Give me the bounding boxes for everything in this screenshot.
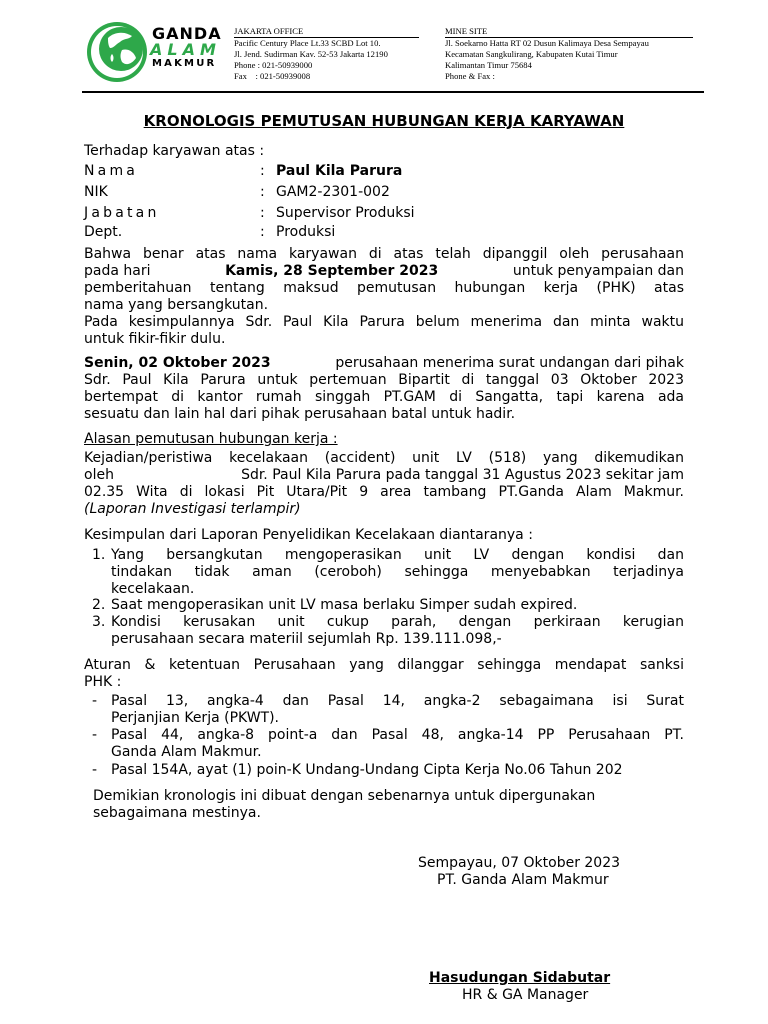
bullet: - (92, 762, 98, 778)
place-date: Sempayau, 07 Oktober 2023 (418, 855, 621, 871)
employee-dept-row (84, 224, 335, 241)
globe-icon (84, 18, 154, 86)
list-number: 3. (92, 614, 106, 630)
mine-address-line: Kecamatan Sangkulirang, Kabupaten Kutai Timur (445, 49, 618, 59)
bullet: - (92, 727, 98, 743)
mine-address-line: Jl. Soekarno Hatta RT 02 Dusun Kalimaya Desa Sempayau (445, 38, 649, 48)
text-segment: Sdr. Paul Kila Parura pada tanggal 31 Agustus 2023 sekitar jam (241, 467, 684, 483)
list-line: kecelakaan. (111, 581, 195, 597)
closing-paragraph (93, 788, 693, 822)
name-label: Nama (84, 163, 139, 179)
paragraph-line: bertempat di kantor rumah singgah PT.GAM di Sangatta, tapi karena ada (84, 389, 684, 405)
list-line: Perjanjian Kerja (PKWT). (111, 710, 279, 726)
jakarta-address-line: Jl. Jend. Sudirman Kav. 52-53 Jakarta 12190 (234, 49, 388, 59)
list-line: Kondisi kerusakan unit cukup parah, dengan perkiraan kerugian (111, 614, 684, 630)
jakarta-address-line: Pacific Century Place Lt.33 SCBD Lot 10. (234, 38, 381, 48)
list-number: 2. (92, 597, 106, 613)
list-line: perusahaan secara materiil sejumlah Rp. 139.111.098,- (111, 631, 502, 647)
colon: : (260, 184, 265, 200)
paragraph-summons (84, 246, 684, 348)
colon: : (260, 205, 265, 221)
paragraph-line: sebagaimana mestinya. (93, 805, 261, 821)
list-number: 1. (92, 547, 106, 563)
paragraph-line: Aturan & ketentuan Perusahaan yang dilanggar sehingga mendapat sanksi (84, 657, 684, 673)
paragraph-line: 02.35 Wita di lokasi Pit Utara/Pit 9 area tambang PT.Ganda Alam Makmur. (84, 484, 684, 500)
paragraph-line (84, 467, 684, 484)
paragraph-line: Pada kesimpulannya Sdr. Paul Kila Parura belum menerima dan minta waktu (84, 314, 684, 330)
employee-position-row (84, 205, 415, 222)
colon: : (260, 163, 265, 179)
paragraph-line: Demikian kronologis ini dibuat dengan sebenarnya untuk dipergunakan (93, 788, 596, 804)
list-line: tindakan tidak aman (ceroboh) sehingga menyebabkan terjadinya (111, 564, 684, 580)
text-segment: perusahaan menerima surat undangan dari pihak (335, 355, 684, 371)
paragraph-line: pemberitahuan tentang maksud pemutusan hubungan kerja (PHK) atas (84, 280, 684, 296)
employee-nik-row (84, 184, 390, 201)
employee-name: Paul Kila Parura (276, 163, 403, 179)
employee-dept: Produksi (276, 224, 336, 240)
text-segment: untuk penyampaian dan (512, 263, 684, 279)
brand-name-line2: ALAM (150, 40, 221, 59)
position-label: Jabatan (84, 205, 160, 221)
paragraph-line: Sdr. Paul Kila Parura untuk pertemuan Bipartit di tanggal 03 Oktober 2023 (84, 372, 684, 388)
paragraph-line: Bahwa benar atas nama karyawan di atas telah dipanggil oleh perusahaan (84, 246, 684, 262)
text-segment: oleh (84, 467, 114, 483)
mine-phone-fax: Phone & Fax : (445, 71, 495, 81)
bullet: - (92, 693, 98, 709)
paragraph-line (84, 263, 684, 280)
list-line: Pasal 13, angka-4 dan Pasal 14, angka-2 sebagaimana isi Surat (111, 693, 684, 709)
paragraph-line: PHK : (84, 674, 122, 690)
jakarta-fax: Fax : 021-50939008 (234, 71, 311, 81)
signer-name: Hasudungan Sidabutar (429, 970, 611, 986)
employee-nik: GAM2-2301-002 (276, 184, 390, 200)
text-segment: pada hari (84, 263, 151, 279)
company-logo (84, 18, 224, 86)
employee-position: Supervisor Produksi (276, 205, 415, 221)
letter-date: Senin, 02 Oktober 2023 (84, 355, 271, 371)
signer-title: HR & GA Manager (462, 987, 589, 1003)
mine-address-line: Kalimantan Timur 75684 (445, 60, 532, 70)
jakarta-office-address (234, 26, 434, 82)
mine-site-heading: MINE SITE (445, 26, 693, 38)
paragraph-line: nama yang bersangkutan. (84, 297, 269, 313)
jakarta-phone: Phone : 021-50939000 (234, 60, 313, 70)
dept-label: Dept. (84, 224, 123, 240)
nik-label: NIK (84, 184, 108, 200)
rules-heading (84, 657, 684, 691)
mine-site-address (445, 26, 695, 82)
paragraph-line: untuk fikir-fikir dulu. (84, 331, 226, 347)
conclusion-heading: Kesimpulan dari Laporan Penyelidikan Kecelakaan diantaranya : (84, 527, 533, 543)
list-line: Pasal 44, angka-8 point-a dan Pasal 48, angka-14 PP Perusahaan PT. (111, 727, 684, 743)
paragraph-line: Kejadian/peristiwa kecelakaan (accident) unit LV (518) yang dikemudikan (84, 450, 684, 466)
brand-name-line1: GANDA (152, 24, 222, 43)
meeting-date: Kamis, 28 September 2023 (225, 263, 439, 279)
list-line: Ganda Alam Makmur. (111, 744, 262, 760)
reason-heading: Alasan pemutusan hubungan kerja : (84, 431, 338, 447)
list-line: Saat mengoperasikan unit LV masa berlaku Simper sudah expired. (111, 597, 578, 613)
paragraph-line (84, 355, 684, 372)
jakarta-office-heading: JAKARTA OFFICE (234, 26, 419, 38)
colon: : (260, 224, 265, 240)
document-title: KRONOLOGIS PEMUTUSAN HUBUNGAN KERJA KARYAWAN (143, 112, 625, 130)
paragraph-reason (84, 450, 684, 518)
list-line: Yang bersangkutan mengoperasikan unit LV dengan kondisi dan (111, 547, 684, 563)
intro-text: Terhadap karyawan atas : (84, 143, 265, 159)
investigation-note: (Laporan Investigasi terlampir) (84, 501, 301, 517)
paragraph-line: sesuatu dan lain hal dari pihak perusahaan batal untuk hadir. (84, 406, 516, 422)
letterhead-divider (82, 91, 704, 93)
paragraph-bipartite (84, 355, 684, 423)
list-line: Pasal 154A, ayat (1) poin-K Undang-Undang Cipta Kerja No.06 Tahun 202 (111, 762, 623, 778)
brand-name-line3: MAKMUR (152, 58, 217, 69)
employee-name-row (84, 163, 402, 180)
signing-company: PT. Ganda Alam Makmur (437, 872, 609, 888)
